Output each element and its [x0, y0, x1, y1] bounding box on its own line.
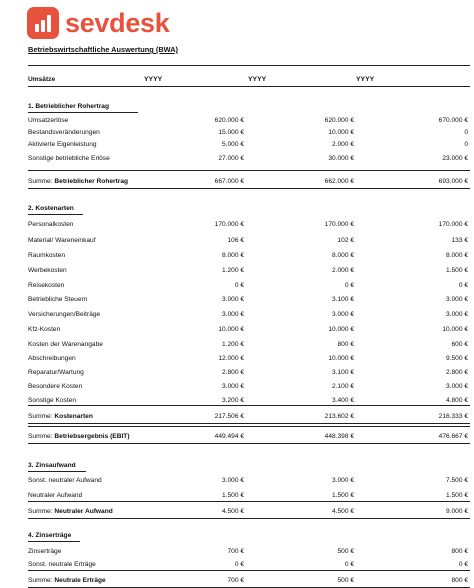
row-value: 10.000 €: [328, 355, 354, 362]
row-value: 3.000 €: [446, 311, 468, 318]
row-label: Bestandsveränderungen: [28, 129, 100, 136]
row-value: 10.000 €: [218, 326, 244, 333]
row-value: 170.000 €: [438, 221, 468, 228]
row-value: 0 €: [344, 282, 354, 289]
sum-value: 476.667 €: [438, 433, 468, 440]
row-value: 8.000 €: [222, 252, 244, 259]
sum-prefix: Summe:: [28, 433, 53, 440]
row-value: 12.000 €: [218, 355, 244, 362]
sum-value: 217.506 €: [214, 413, 244, 420]
sum-divider: [28, 570, 470, 571]
row-label: Zinserträge: [28, 548, 62, 555]
sum-name: Neutraler Aufwand: [54, 508, 113, 515]
sum-label: [28, 577, 106, 585]
row-value: 30.000 €: [328, 155, 354, 162]
row-value: 1.500 €: [446, 492, 468, 499]
sum-label: [28, 413, 93, 421]
row-label: Reparatur/Wartung: [28, 369, 84, 376]
row-value: 0 €: [234, 561, 244, 568]
row-value: 7.500 €: [446, 477, 468, 484]
row-value: 10.000 €: [328, 129, 354, 136]
sum-value: 213.602 €: [324, 413, 354, 420]
row-value: 620.000 €: [324, 117, 354, 124]
row-value: 800 €: [337, 341, 354, 348]
sum-value: 216.333 €: [438, 413, 468, 420]
row-label: Besondere Kosten: [28, 383, 83, 390]
row-value: 0 €: [234, 282, 244, 289]
row-label: Neutraler Aufwand: [28, 492, 83, 499]
row-value: 3.000 €: [446, 383, 468, 390]
row-value: 620.000 €: [214, 117, 244, 124]
row-label: Werbekosten: [28, 267, 67, 274]
row-value: 23.000 €: [442, 155, 468, 162]
row-value: 670.000 €: [438, 117, 468, 124]
row-value: 2.100 €: [332, 383, 354, 390]
row-value: 1.500 €: [222, 492, 244, 499]
row-value: 2.800 €: [222, 369, 244, 376]
section-title: 2. Kostenarten: [28, 205, 74, 212]
row-value: 10.000 €: [442, 326, 468, 333]
sum-value: 448.398 €: [324, 433, 354, 440]
sum-name: Betriebsergebnis (EBIT): [54, 433, 130, 440]
row-label: Kosten der Warenangabe: [28, 341, 103, 348]
row-value: 0 €: [458, 561, 468, 568]
row-value: 3.000 €: [332, 311, 354, 318]
sum-value: 662.000 €: [324, 178, 354, 185]
row-value: 600 €: [451, 341, 468, 348]
sum-value: 449.494 €: [214, 433, 244, 440]
row-value: 500 €: [337, 548, 354, 555]
row-value: 1.200 €: [222, 267, 244, 274]
sum-prefix: Summe:: [28, 508, 53, 515]
document-title: Betriebswirtschaftliche Auswertung (BWA): [28, 45, 179, 54]
sum-bottom-divider: [28, 518, 470, 519]
row-value: 3.100 €: [332, 369, 354, 376]
sum-name: Kostenarten: [54, 413, 93, 420]
umsaetze-label: Umsätze: [28, 76, 56, 83]
sum-divider: [28, 501, 470, 502]
sum-value: 700 €: [227, 577, 244, 584]
sum-value: 693.000 €: [438, 178, 468, 185]
row-value: 102 €: [337, 237, 354, 244]
row-value: 3.000 €: [332, 477, 354, 484]
sum-name: Neutrale Erträge: [54, 577, 106, 584]
row-value: 15.000 €: [218, 129, 244, 136]
row-value: 0 €: [458, 282, 468, 289]
row-value: 1.500 €: [446, 267, 468, 274]
row-value: 3.400 €: [332, 397, 354, 404]
row-label: Sonst. neutrale Erträge: [28, 561, 96, 568]
sum-value: 4.500 €: [332, 508, 354, 515]
row-value: 800 €: [451, 548, 468, 555]
row-value: 700 €: [227, 548, 244, 555]
row-value: 4.800 €: [446, 397, 468, 404]
section-title-underline: [28, 471, 86, 472]
year-header-1: YYYY: [144, 76, 163, 83]
section-title-underline: [28, 541, 80, 542]
row-label: Sonstige betriebliche Erlöse: [28, 155, 110, 162]
section-title: 3. Zinsaufwand: [28, 462, 76, 469]
row-value: 3.000 €: [446, 296, 468, 303]
sum-value: 4.500 €: [222, 508, 244, 515]
row-value: 1.500 €: [332, 492, 354, 499]
sum-divider: [28, 170, 470, 171]
row-value: 133 €: [451, 237, 468, 244]
row-value: 3.000 €: [222, 311, 244, 318]
row-value: 8.000 €: [446, 252, 468, 259]
row-value: 106 €: [227, 237, 244, 244]
sum-prefix: Summe:: [28, 178, 53, 185]
brand-name: sevdesk: [65, 7, 170, 38]
row-label: Umsatzerlöse: [28, 117, 69, 124]
row-label: Betriebliche Steuern: [28, 296, 88, 303]
sum-prefix: Summe:: [28, 577, 53, 584]
row-label: Versicherungen/Beiträge: [28, 311, 101, 318]
row-label: Raumkosten: [28, 252, 66, 259]
sum-value: 500 €: [337, 577, 354, 584]
sum-value: 800 €: [451, 577, 468, 584]
sum-divider: [28, 426, 470, 427]
row-value: 3.000 €: [222, 477, 244, 484]
header-divider: [28, 86, 470, 87]
row-value: 5.000 €: [222, 141, 244, 148]
row-value: 3.000 €: [222, 383, 244, 390]
row-value: 2.800 €: [446, 369, 468, 376]
sum-bottom-divider: [28, 188, 470, 189]
row-value: 170.000 €: [214, 221, 244, 228]
sum-value: 667.000 €: [214, 178, 244, 185]
sum-label: [28, 178, 128, 186]
row-label: Sonstige Kosten: [28, 397, 77, 404]
sum-label: [28, 433, 130, 441]
sum-value: 9.000 €: [446, 508, 468, 515]
row-value: 27.000 €: [218, 155, 244, 162]
row-value: 0: [464, 141, 468, 148]
row-value: 3.000 €: [222, 296, 244, 303]
top-divider: [28, 65, 470, 66]
sum-bottom-divider: [28, 423, 470, 424]
sum-name: Betrieblicher Rohertrag: [54, 178, 129, 185]
row-value: 3.200 €: [222, 397, 244, 404]
row-label: Kfz-Kosten: [28, 326, 61, 333]
row-value: 0: [464, 129, 468, 136]
row-value: 170.000 €: [324, 221, 354, 228]
row-value: 8.000 €: [332, 252, 354, 259]
row-value: 1.200 €: [222, 341, 244, 348]
row-value: 0 €: [344, 561, 354, 568]
row-value: 10.000 €: [328, 326, 354, 333]
sum-bottom-divider: [28, 443, 470, 444]
row-label: Abschreibungen: [28, 355, 76, 362]
row-label: Material/ Wareneinkauf: [28, 237, 96, 244]
section-title-underline: [28, 214, 83, 215]
row-value: 2.000 €: [332, 141, 354, 148]
row-label: Sonst. neutraler Aufwand: [28, 477, 102, 484]
section-title: 1. Betrieblicher Rohertrag: [28, 103, 109, 110]
year-header-2: YYYY: [248, 76, 267, 83]
sum-prefix: Summe:: [28, 413, 53, 420]
year-header-3: YYYY: [356, 76, 375, 83]
sum-divider: [28, 405, 470, 406]
row-label: Personalkosten: [28, 221, 74, 228]
section-title-underline: [28, 112, 138, 113]
sevdesk-logo-icon: [27, 7, 59, 39]
row-value: 3.100 €: [332, 296, 354, 303]
brand-logo: [27, 6, 170, 40]
sum-label: [28, 508, 113, 516]
row-value: 2.000 €: [332, 267, 354, 274]
row-value: 9.500 €: [446, 355, 468, 362]
row-label: Reisekosten: [28, 282, 65, 289]
section-title: 4. Zinserträge: [28, 532, 72, 539]
row-label: Aktivierte Eigenleistung: [28, 141, 97, 148]
